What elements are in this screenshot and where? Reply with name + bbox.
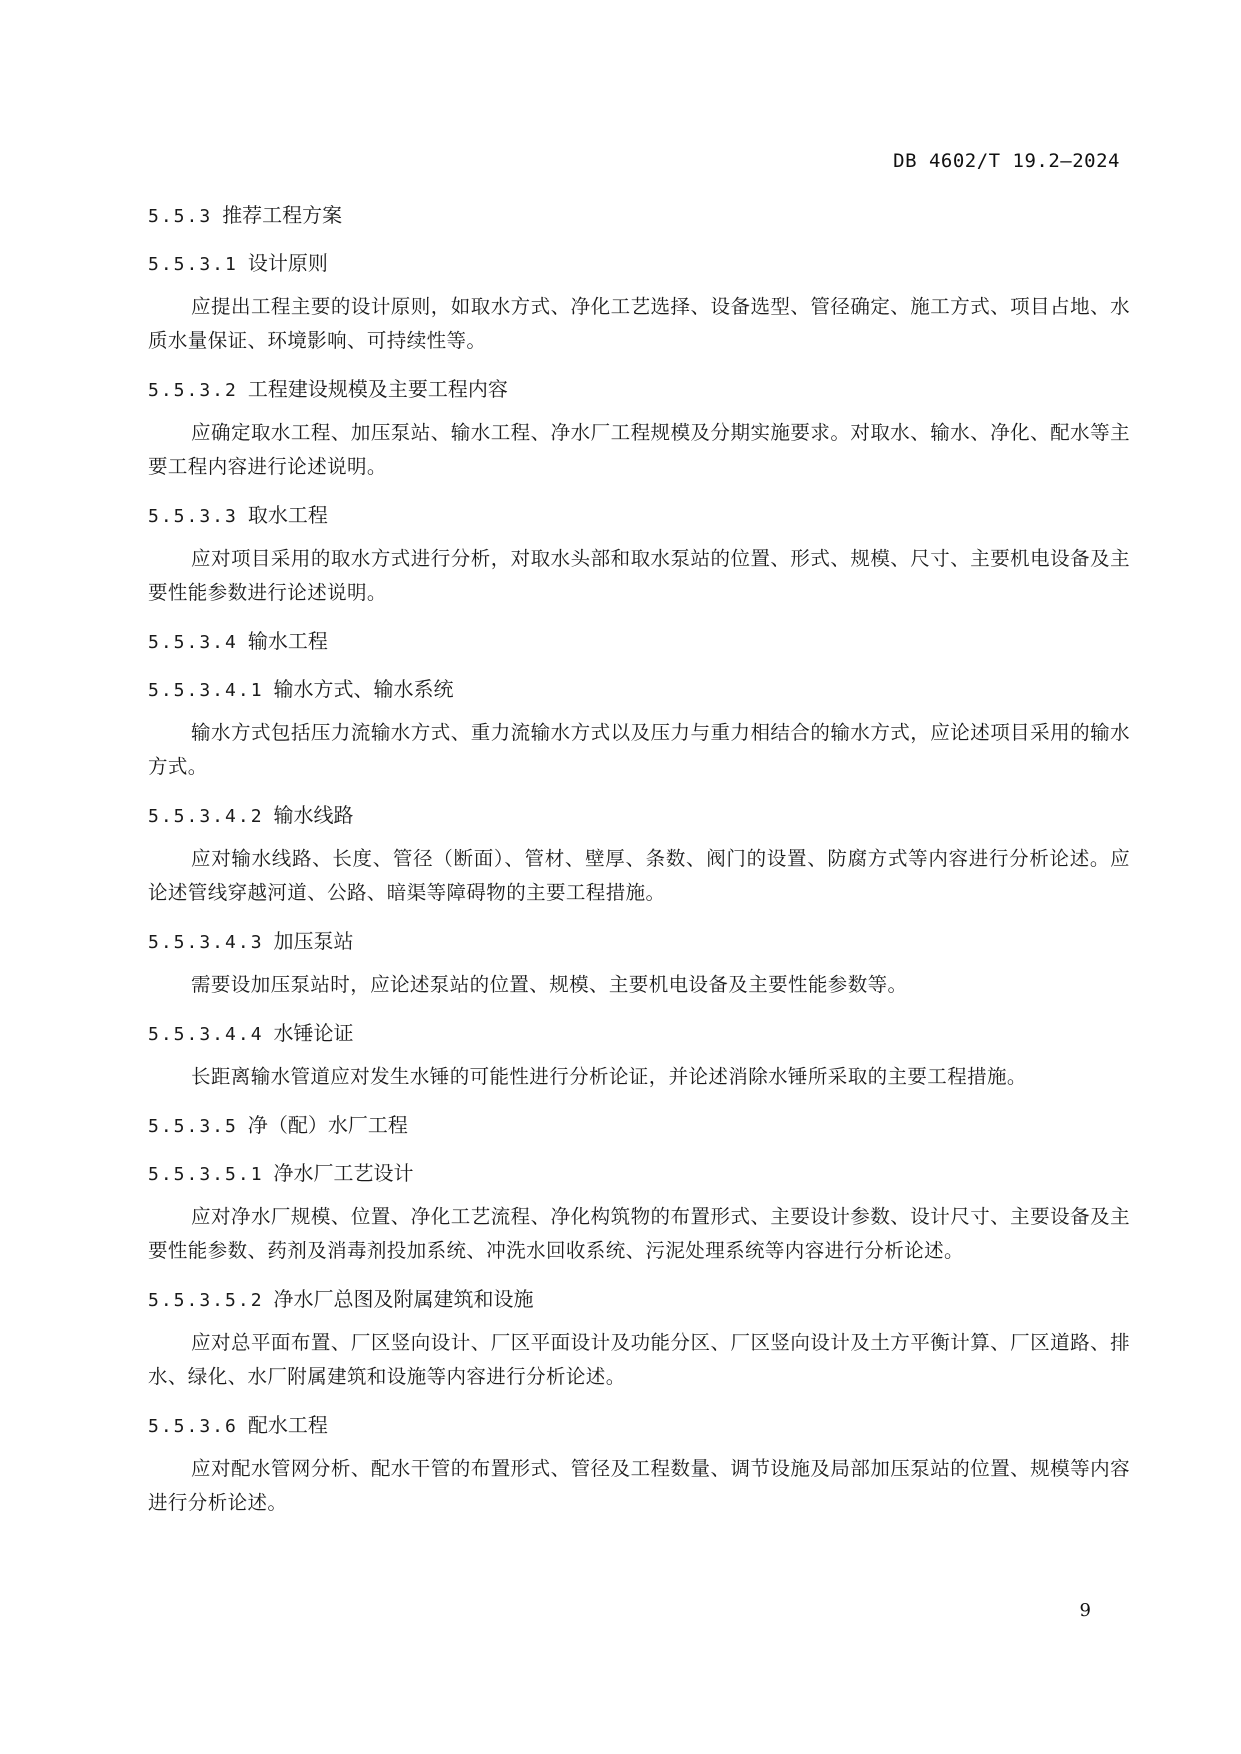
section-number: 5.5.3.5.2: [148, 1290, 264, 1311]
section-title: 净水厂工艺设计: [273, 1161, 414, 1185]
section-number: 5.5.3.3: [148, 506, 238, 527]
section-paragraph: 应提出工程主要的设计原则，如取水方式、净化工艺选择、设备选型、管径确定、施工方式、项目占地、水质水量保证、环境影响、可持续性等。: [148, 295, 1130, 352]
section-paragraph: 应对输水线路、长度、管径（断面）、管材、壁厚、条数、阀门的设置、防腐方式等内容进行分析论述。应论述管线穿越河道、公路、暗渠等障碍物的主要工程措施。: [148, 847, 1130, 904]
section-paragraph: 应对配水管网分析、配水干管的布置形式、管径及工程数量、调节设施及局部加压泵站的位置、规模等内容进行分析论述。: [148, 1457, 1130, 1514]
section-title: 水锤论证: [273, 1021, 354, 1045]
section-paragraph: 应对净水厂规模、位置、净化工艺流程、净化构筑物的布置形式、主要设计参数、设计尺寸、主要设备及主要性能参数、药剂及消毒剂投加系统、冲洗水回收系统、污泥处理系统等内容进行分析论述。: [148, 1205, 1130, 1262]
section-heading: [148, 1410, 1130, 1440]
section-title: 推荐工程方案: [222, 203, 343, 227]
section-heading: [148, 926, 1130, 956]
section-heading: [148, 1018, 1130, 1048]
section-number: 5.5.3.5: [148, 1116, 238, 1137]
section-number: 5.5.3.4.3: [148, 932, 264, 953]
document-body: [148, 200, 1130, 1536]
section-title: 输水方式、输水系统: [273, 677, 454, 701]
section-paragraph: 需要设加压泵站时，应论述泵站的位置、规模、主要机电设备及主要性能参数等。: [191, 973, 908, 996]
section-heading: [148, 374, 1130, 404]
section-title: 设计原则: [247, 251, 328, 275]
section-number: 5.5.3.6: [148, 1416, 238, 1437]
section-number: 5.5.3: [148, 206, 213, 227]
section-title: 输水工程: [247, 629, 328, 653]
section-heading: [148, 1284, 1130, 1314]
section-paragraph: 应对项目采用的取水方式进行分析，对取水头部和取水泵站的位置、形式、规模、尺寸、主要机电设备及主要性能参数进行论述说明。: [148, 547, 1130, 604]
section-number: 5.5.3.1: [148, 254, 238, 275]
section-paragraph: 应对总平面布置、厂区竖向设计、厂区平面设计及功能分区、厂区竖向设计及土方平衡计算、厂区道路、排水、绿化、水厂附属建筑和设施等内容进行分析论述。: [148, 1331, 1130, 1388]
section-title: 输水线路: [273, 803, 354, 827]
section-paragraph: 应确定取水工程、加压泵站、输水工程、净水厂工程规模及分期实施要求。对取水、输水、净化、配水等主要工程内容进行论述说明。: [148, 421, 1130, 478]
section-heading: [148, 626, 1130, 656]
section-number: 5.5.3.4: [148, 632, 238, 653]
section-paragraph: 输水方式包括压力流输水方式、重力流输水方式以及压力与重力相结合的输水方式，应论述项目采用的输水方式。: [148, 721, 1130, 778]
section-heading: [148, 200, 1130, 230]
section-heading: [148, 248, 1130, 278]
section-title: 净水厂总图及附属建筑和设施: [273, 1287, 534, 1311]
section-heading: [148, 1110, 1130, 1140]
section-number: 5.5.3.5.1: [148, 1164, 264, 1185]
document-code: DB 4602/T 19.2—2024: [893, 150, 1120, 172]
section-heading: [148, 1158, 1130, 1188]
section-heading: [148, 800, 1130, 830]
section-title: 取水工程: [247, 503, 328, 527]
section-number: 5.5.3.4.4: [148, 1024, 264, 1045]
section-number: 5.5.3.4.1: [148, 680, 264, 701]
section-title: 工程建设规模及主要工程内容: [247, 377, 508, 401]
page-number: 9: [1079, 1600, 1091, 1621]
section-number: 5.5.3.2: [148, 380, 238, 401]
section-title: 加压泵站: [273, 929, 354, 953]
section-heading: [148, 500, 1130, 530]
section-number: 5.5.3.4.2: [148, 806, 264, 827]
section-title: 配水工程: [247, 1413, 328, 1437]
section-title: 净（配）水厂工程: [247, 1113, 408, 1137]
section-heading: [148, 674, 1130, 704]
section-paragraph: 长距离输水管道应对发生水锤的可能性进行分析论证，并论述消除水锤所采取的主要工程措施。: [191, 1065, 1027, 1088]
